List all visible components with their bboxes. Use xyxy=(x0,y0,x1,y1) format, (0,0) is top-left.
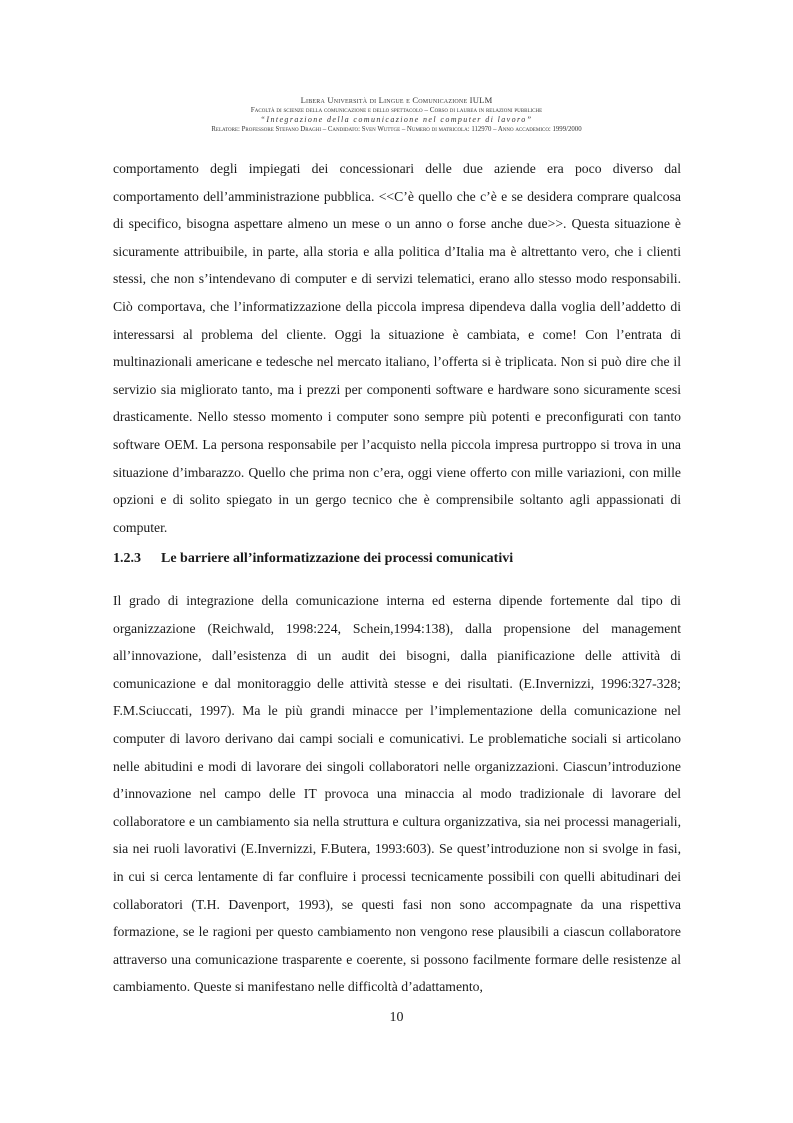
section-title: Le barriere all’informatizzazione dei processi comunicativi xyxy=(161,551,514,566)
header-thesis-title: “Integrazione della comunicazione nel computer di lavoro” xyxy=(260,115,533,124)
header-faculty: Facoltà di scienze della comunicazione e dello spettacolo – Corso di laurea in relazioni pubbliche xyxy=(250,106,543,114)
page-header xyxy=(0,95,793,135)
header-university: Libera Università di Lingue e Comunicazione IULM xyxy=(300,95,493,105)
body-paragraph-2: Il grado di integrazione della comunicazione interna ed esterna dipende fortemente dal tipo di organizzazione (Reichwald, 1998:224, Schein,1994:138), dalla propensione del management all’innovazione, dall’esistenza di un audit dei bisogni, dalla pianificazione delle attività di comunicazione e dal monitoraggio delle attività stesse e dei risultati. (E.Invernizzi, 1996:327-328; F.M.Sciuccati, 1997). Ma le più grandi minacce per l’implementazione della comunicazione nel computer di lavoro derivano dai campi sociali e comunicativi. Le problematiche sociali si articolano nelle abitudini e modi di lavorare dei singoli collaboratori nelle organizzazioni. Ciascun’introduzione d’innovazione nel campo delle IT provoca una minaccia al modo tradizionale di lavorare del collaboratore e un cambiamento sia nella struttura e cultura organizzativa, sia nei processi manageriali, sia nei ruoli lavorativi (E.Invernizzi, F.Butera, 1993:603). Se quest’introduzione non si svolge in fasi, in cui si cerca lentamente di far confluire i processi tecnicamente possibili con quelli abitudinari dei collaboratori (T.H. Davenport, 1993), se questi fasi non sono accompagnate da una rispettiva formazione, se le ragioni per questo cambiamento non vengono rese plausibili a ciascun collaboratore attraverso una comunicazione trasparente e coerente, si possono facilmente formare delle resistenze al cambiamento. Queste si manifestano nelle difficoltà d’adattamento, xyxy=(113,593,681,995)
header-author-info: Relatore: Professore Stefano Draghi – Candidato: Sven Wuttge – Numero di matricola: 112970 – Anno accademico: 1999/2000 xyxy=(211,126,582,133)
page-number: 10 xyxy=(389,1010,404,1025)
section-number: 1.2.3 xyxy=(113,551,141,566)
body-paragraph-1: comportamento degli impiegati dei concessionari delle due aziende era poco diverso dal comportamento dell’amministrazione pubblica. <<C’è quello che c’è e se desidera comprare qualcosa di specifico, bisogna aspettare almeno un mese o un anno o forse anche due>>. Questa situazione è sicuramente attribuibile, in parte, alla storia e alla politica d’Italia ma è altrettanto vero, che i clienti stessi, che non s’intendevano di computer e di servizi telematici, erano allo stesso modo responsabili. Ciò comportava, che l’informatizzazione della piccola impresa dipendeva dalla voglia dell’addetto di interessarsi al problema del cliente. Oggi la situazione è cambiata, e come! Con l’entrata di multinazionali americane e tedesche nel mercato italiano, l’offerta si è triplicata. Non si può dire che il servizio sia migliorato tanto, ma i prezzi per componenti software e hardware sono sicuramente scesi drasticamente. Nello stesso momento i computer sono sempre più potenti e preconfigurati con tanto software OEM. La persona responsabile per l’acquisto nella piccola impresa purtroppo si trova in una situazione d’imbarazzo. Quello che prima non c’era, oggi viene offerto con mille variazioni, con mille opzioni e di solito spiegato in un gergo tecnico che è comprensibile soltanto agli appassionati di computer. xyxy=(113,161,681,535)
section-heading xyxy=(113,551,681,567)
